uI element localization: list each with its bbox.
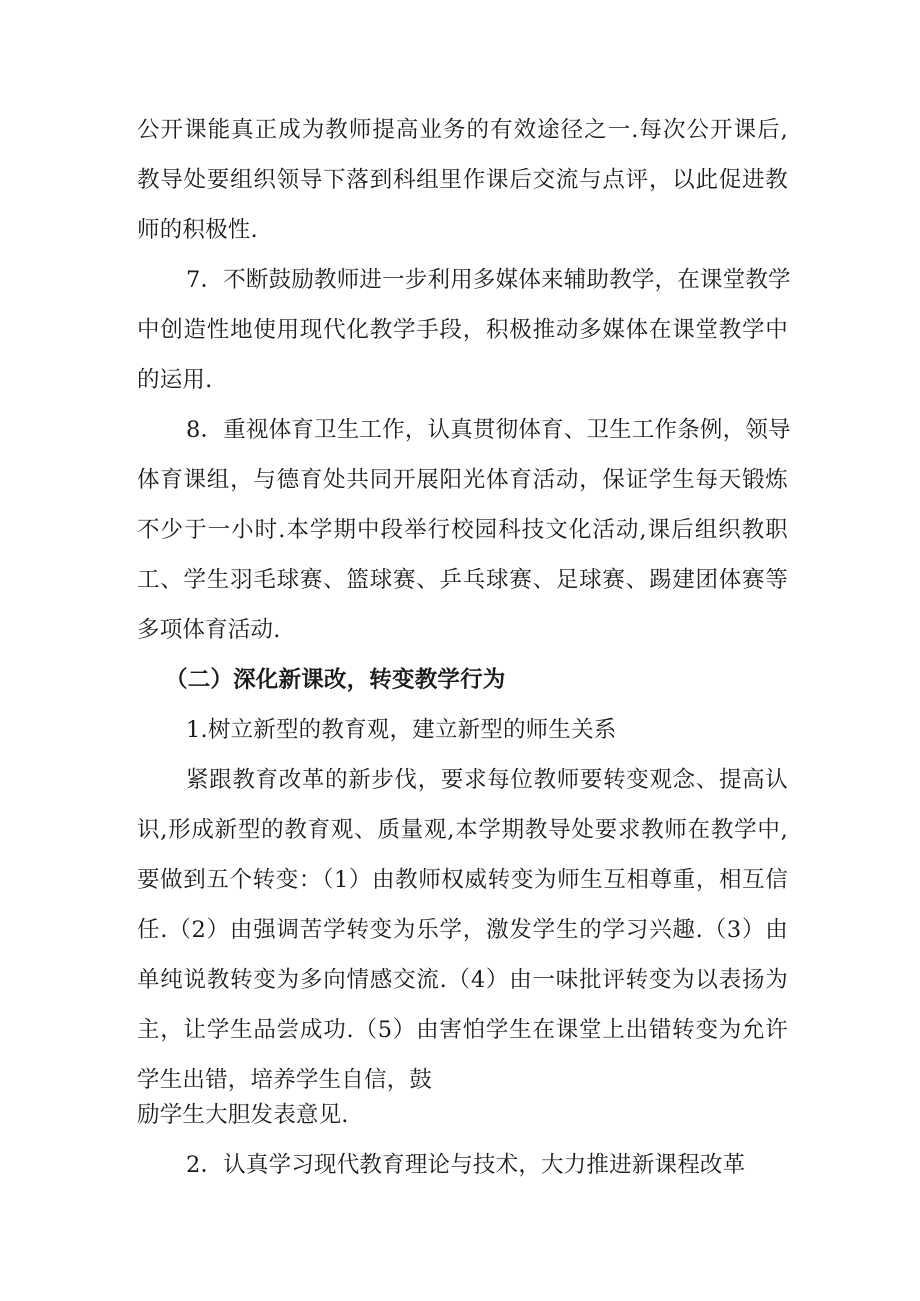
paragraph-line: 中创造性地使用现代化教学手段，积极推动多媒体在课堂教学中 [137, 317, 788, 343]
list-item-2: 2．认真学习现代教育理论与技术，大力推进新课程改革 [186, 1152, 746, 1178]
paragraph-line: 不少于一小时.本学期中段举行校园科技文化活动,课后组织教职 [137, 517, 788, 543]
paragraph-line: 要做到五个转变：（1）由教师权威转变为师生互相尊重，相互信 [137, 867, 788, 893]
paragraph-line: 多项体育活动. [137, 617, 281, 643]
paragraph-line: 体育课组，与德育处共同开展阳光体育活动，保证学生每天锻炼 [137, 467, 788, 493]
paragraph-line: 主，让学生品尝成功.（5）由害怕学生在课堂上出错转变为允许 [137, 1017, 788, 1043]
section-heading: （二）深化新课改，转变教学行为 [165, 667, 506, 693]
paragraph-line: 学生出错，培养学生自信，鼓 [137, 1067, 433, 1093]
paragraph-line: 励学生大胆发表意见. [137, 1102, 349, 1128]
paragraph-line: 紧跟教育改革的新步伐，要求每位教师要转变观念、提高认 [186, 767, 788, 793]
subsection-heading: 1.树立新型的教育观，建立新型的师生关系 [186, 717, 617, 743]
paragraph-line: 识,形成新型的教育观、质量观,本学期教导处要求教师在教学中, [137, 817, 788, 843]
paragraph-line: 工、学生羽毛球赛、篮球赛、乒乓球赛、足球赛、踢建团体赛等 [137, 567, 788, 593]
paragraph-line: 任.（2）由强调苦学转变为乐学，激发学生的学习兴趣.（3）由 [137, 917, 788, 943]
paragraph-line: 公开课能真正成为教师提高业务的有效途径之一.每次公开课后, [137, 117, 788, 143]
list-item-7: 7．不断鼓励教师进一步利用多媒体来辅助教学，在课堂教学 [186, 267, 791, 293]
paragraph-line: 师的积极性. [137, 217, 258, 243]
paragraph-line: 的运用. [137, 367, 213, 393]
paragraph-line: 单纯说教转变为多向情感交流.（4）由一味批评转变为以表扬为 [137, 967, 788, 993]
paragraph-line: 教导处要组织领导下落到科组里作课后交流与点评，以此促进教 [137, 167, 788, 193]
list-item-8: 8．重视体育卫生工作，认真贯彻体育、卫生工作条例，领导 [186, 417, 791, 443]
